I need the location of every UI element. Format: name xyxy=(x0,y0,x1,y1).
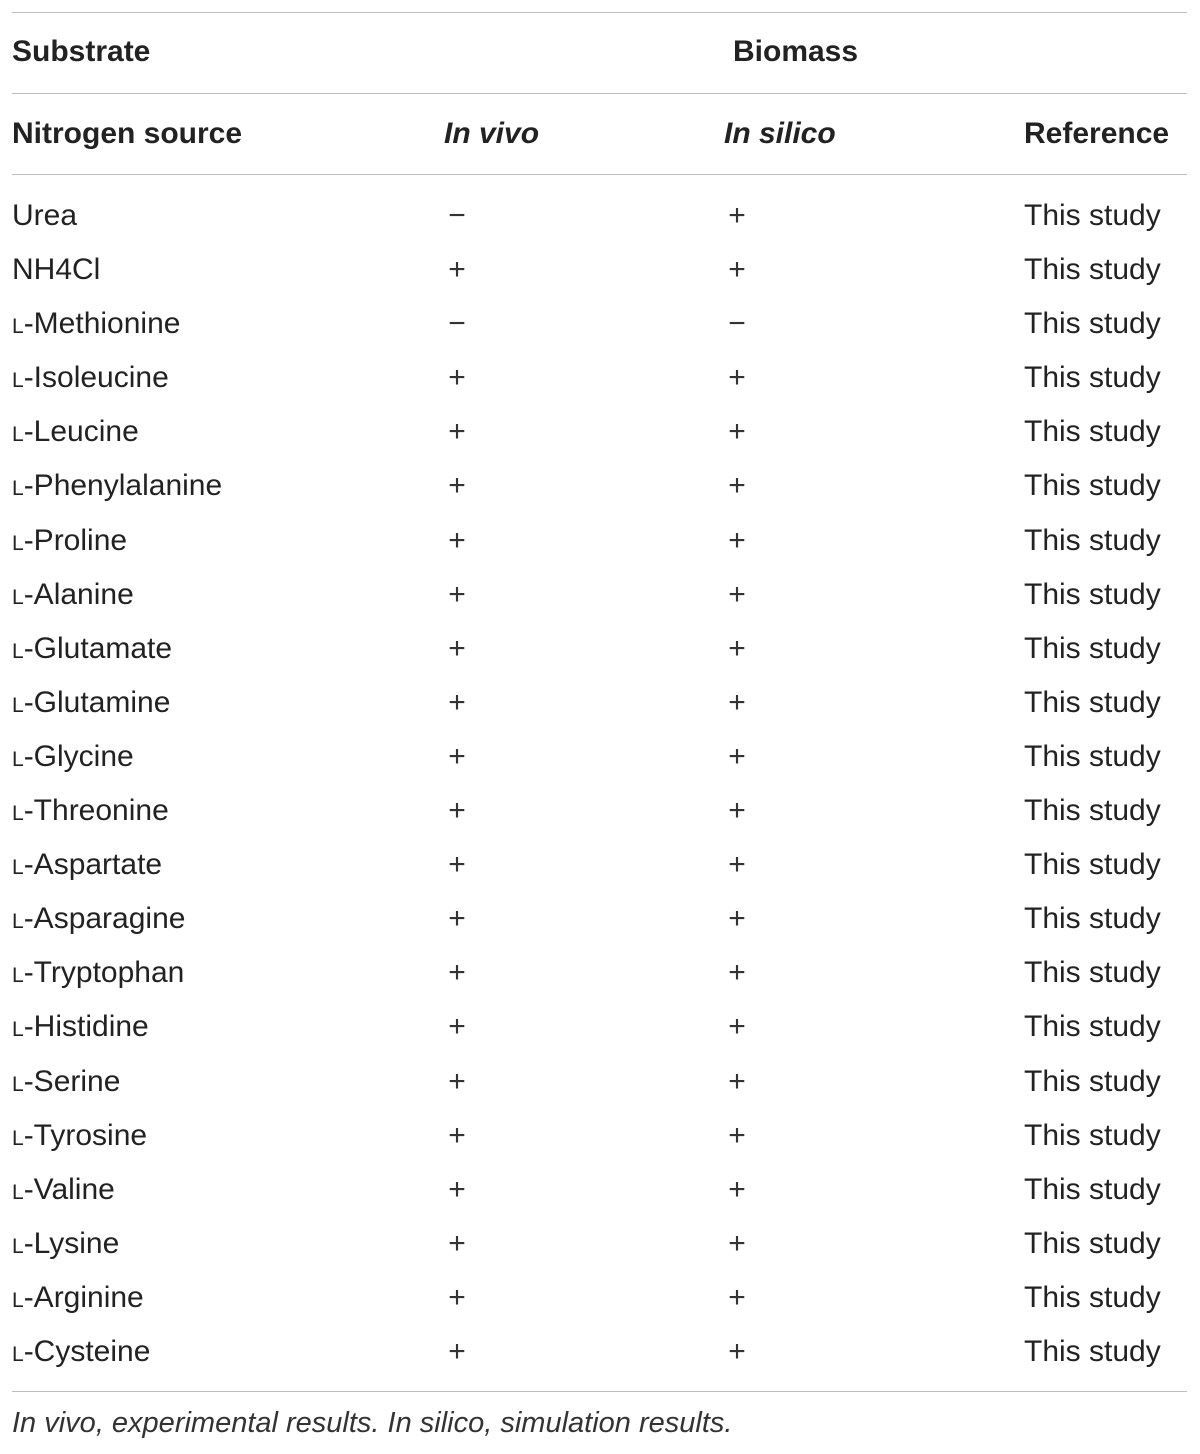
table-row xyxy=(0,946,1200,1000)
substrate-name: -Threonine xyxy=(23,794,169,828)
nitrogen-source-cell xyxy=(12,189,77,246)
reference-cell: This study xyxy=(1024,739,1161,773)
reference-cell: This study xyxy=(1024,1172,1161,1206)
nitrogen-source-cell xyxy=(12,892,185,949)
stereo-prefix: L xyxy=(12,693,24,717)
table-row xyxy=(0,459,1200,513)
reference-cell: This study xyxy=(1024,307,1161,341)
in-silico-cell: + xyxy=(728,848,746,882)
reference-cell: This study xyxy=(1024,685,1161,719)
in-silico-cell: + xyxy=(728,1226,746,1260)
table-row xyxy=(0,730,1200,784)
nitrogen-source-cell xyxy=(12,622,172,679)
substrate-name: NH4Cl xyxy=(12,253,101,287)
reference-cell: This study xyxy=(1024,469,1161,503)
reference-cell: This study xyxy=(1024,1064,1161,1098)
reference-cell: This study xyxy=(1024,956,1161,990)
stereo-prefix: L xyxy=(12,1234,24,1258)
table-row xyxy=(0,514,1200,568)
nitrogen-source-cell xyxy=(12,514,127,571)
reference-cell: This study xyxy=(1024,361,1161,395)
reference-cell: This study xyxy=(1024,1118,1161,1152)
in-silico-cell: + xyxy=(728,1334,746,1368)
reference-cell: This study xyxy=(1024,794,1161,828)
table-row xyxy=(0,297,1200,351)
in-vivo-cell: + xyxy=(448,253,466,287)
nitrogen-source-cell xyxy=(12,946,184,1003)
reference-cell: This study xyxy=(1024,1334,1161,1368)
stereo-prefix: L xyxy=(12,1072,24,1096)
substrate-name: -Tryptophan xyxy=(23,956,185,990)
stereo-prefix: L xyxy=(12,910,24,934)
stereo-prefix: L xyxy=(12,964,24,988)
nitrogen-source-cell xyxy=(12,784,169,841)
nitrogen-source-cell xyxy=(12,568,134,625)
table-top-rule xyxy=(12,12,1187,13)
nitrogen-source-cell xyxy=(12,243,100,300)
table-footnote: In vivo, experimental results. In silico, simulation results. xyxy=(12,1407,733,1439)
table-row xyxy=(0,838,1200,892)
in-vivo-cell: + xyxy=(448,1118,466,1152)
header-bottom-rule xyxy=(12,174,1187,175)
nitrogen-source-cell xyxy=(12,676,170,733)
substrate-name: -Serine xyxy=(23,1064,121,1098)
in-vivo-cell: + xyxy=(448,1172,466,1206)
in-silico-cell: + xyxy=(728,902,746,936)
substrate-name: -Leucine xyxy=(23,415,139,449)
table-row xyxy=(0,568,1200,622)
table-row xyxy=(0,351,1200,405)
in-silico-cell: + xyxy=(728,469,746,503)
stereo-prefix: L xyxy=(12,1288,24,1312)
in-vivo-cell: + xyxy=(448,523,466,557)
substrate-name: -Asparagine xyxy=(23,902,186,936)
table-bottom-rule xyxy=(12,1391,1187,1392)
in-silico-cell: − xyxy=(728,307,746,341)
substrate-name: -Histidine xyxy=(23,1010,149,1044)
in-silico-cell: + xyxy=(728,199,746,232)
in-vivo-cell: + xyxy=(448,415,466,449)
table-row xyxy=(0,1163,1200,1217)
in-silico-cell: + xyxy=(728,739,746,773)
nitrogen-source-cell xyxy=(12,1055,120,1112)
in-vivo-cell: + xyxy=(448,1064,466,1098)
in-vivo-cell: + xyxy=(448,848,466,882)
in-silico-cell: + xyxy=(728,577,746,611)
substrate-name: -Aspartate xyxy=(23,848,163,882)
in-vivo-cell: + xyxy=(448,361,466,395)
stereo-prefix: L xyxy=(12,1018,24,1042)
stereo-prefix: L xyxy=(12,747,24,771)
in-silico-cell: + xyxy=(728,631,746,665)
nitrogen-source-cell xyxy=(12,1217,119,1274)
in-vivo-cell: − xyxy=(448,199,466,232)
in-vivo-cell: + xyxy=(448,685,466,719)
reference-cell: This study xyxy=(1024,523,1161,557)
substrate-name: -Tyrosine xyxy=(23,1118,148,1152)
table-row xyxy=(0,1109,1200,1163)
stereo-prefix: L xyxy=(12,585,24,609)
in-vivo-cell: + xyxy=(448,956,466,990)
table-row xyxy=(0,1325,1200,1379)
table-row xyxy=(0,1000,1200,1054)
header-in-silico: In silico xyxy=(724,117,836,150)
stereo-prefix: L xyxy=(12,1342,24,1366)
reference-cell: This study xyxy=(1024,631,1161,665)
reference-cell: This study xyxy=(1024,1280,1161,1314)
substrate-name: Urea xyxy=(12,199,78,232)
in-vivo-cell: + xyxy=(448,902,466,936)
in-vivo-cell: + xyxy=(448,1226,466,1260)
header-divider-rule xyxy=(12,93,1187,94)
reference-cell: This study xyxy=(1024,199,1161,232)
substrate-name: -Proline xyxy=(23,523,128,557)
substrate-name: -Valine xyxy=(23,1172,115,1206)
nitrogen-source-cell xyxy=(12,838,162,895)
table-row xyxy=(0,1271,1200,1325)
stereo-prefix: L xyxy=(12,1126,24,1150)
stereo-prefix: L xyxy=(12,315,24,339)
nitrogen-source-cell xyxy=(12,1163,115,1220)
table-row xyxy=(0,243,1200,297)
substrate-name: -Glutamine xyxy=(23,685,171,719)
reference-cell: This study xyxy=(1024,1010,1161,1044)
stereo-prefix: L xyxy=(12,477,24,501)
substrate-name: -Glutamate xyxy=(23,631,173,665)
in-vivo-cell: + xyxy=(448,631,466,665)
in-silico-cell: + xyxy=(728,253,746,287)
nitrogen-source-cell xyxy=(12,1000,149,1057)
substrate-name: -Methionine xyxy=(23,307,181,341)
reference-cell: This study xyxy=(1024,902,1161,936)
nitrogen-source-cell xyxy=(12,1271,144,1328)
nitrogen-source-cell xyxy=(12,405,139,462)
in-silico-cell: + xyxy=(728,415,746,449)
table-row xyxy=(0,1217,1200,1271)
substrate-name: -Glycine xyxy=(23,739,134,773)
table-row xyxy=(0,405,1200,459)
in-vivo-cell: + xyxy=(448,1334,466,1368)
in-silico-cell: + xyxy=(728,523,746,557)
in-vivo-cell: + xyxy=(448,577,466,611)
in-vivo-cell: − xyxy=(448,307,466,341)
stereo-prefix: L xyxy=(12,856,24,880)
header-reference: Reference xyxy=(1024,117,1170,150)
in-vivo-cell: + xyxy=(448,739,466,773)
reference-cell: This study xyxy=(1024,1226,1161,1260)
stereo-prefix: L xyxy=(12,1180,24,1204)
in-silico-cell: + xyxy=(728,361,746,395)
stereo-prefix: L xyxy=(12,423,24,447)
substrate-name: -Lysine xyxy=(23,1226,120,1260)
table-row xyxy=(0,892,1200,946)
reference-cell: This study xyxy=(1024,415,1161,449)
table-row xyxy=(0,784,1200,838)
stereo-prefix: L xyxy=(12,639,24,663)
nitrogen-source-cell xyxy=(12,459,222,516)
nitrogen-source-cell xyxy=(12,351,169,408)
header-biomass: Biomass xyxy=(733,35,859,68)
in-silico-cell: + xyxy=(728,956,746,990)
in-vivo-cell: + xyxy=(448,469,466,503)
substrate-name: -Cysteine xyxy=(23,1334,151,1368)
stereo-prefix: L xyxy=(12,531,24,555)
header-nitrogen-source: Nitrogen source xyxy=(12,117,243,150)
in-silico-cell: + xyxy=(728,1010,746,1044)
in-silico-cell: + xyxy=(728,794,746,828)
table-row xyxy=(0,1055,1200,1109)
table-body xyxy=(0,189,1200,1379)
header-substrate: Substrate xyxy=(12,35,151,68)
reference-cell: This study xyxy=(1024,577,1161,611)
in-vivo-cell: + xyxy=(448,794,466,828)
substrate-name: -Alanine xyxy=(23,577,134,611)
in-vivo-cell: + xyxy=(448,1010,466,1044)
reference-cell: This study xyxy=(1024,848,1161,882)
nitrogen-source-cell xyxy=(12,1325,150,1382)
table-row xyxy=(0,189,1200,243)
stereo-prefix: L xyxy=(12,802,24,826)
table-row xyxy=(0,676,1200,730)
in-silico-cell: + xyxy=(728,685,746,719)
stereo-prefix: L xyxy=(12,369,24,393)
nitrogen-source-cell xyxy=(12,297,180,354)
in-silico-cell: + xyxy=(728,1064,746,1098)
reference-cell: This study xyxy=(1024,253,1161,287)
nitrogen-source-cell xyxy=(12,730,134,787)
in-silico-cell: + xyxy=(728,1172,746,1206)
in-silico-cell: + xyxy=(728,1280,746,1314)
in-vivo-cell: + xyxy=(448,1280,466,1314)
nitrogen-source-cell xyxy=(12,1109,147,1166)
header-in-vivo: In vivo xyxy=(444,117,540,150)
table-row xyxy=(0,622,1200,676)
in-silico-cell: + xyxy=(728,1118,746,1152)
substrate-name: -Arginine xyxy=(23,1280,144,1314)
substrate-name: -Phenylalanine xyxy=(23,469,223,503)
substrate-name: -Isoleucine xyxy=(23,361,169,395)
